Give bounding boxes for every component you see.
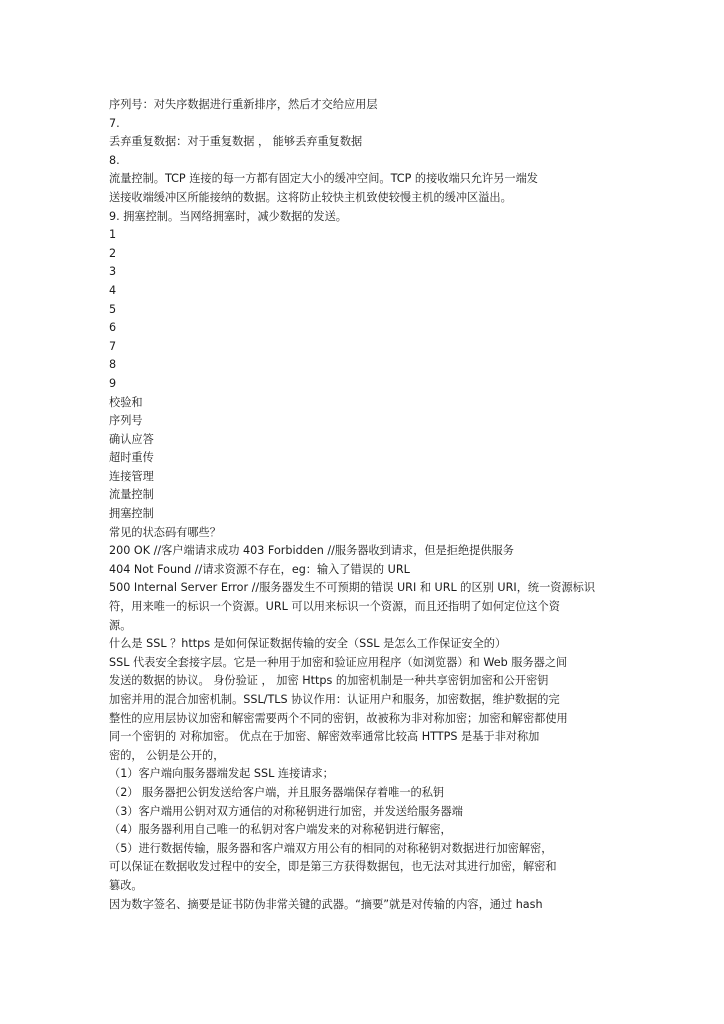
text-line: 篡改。 bbox=[109, 878, 143, 892]
text-line: 发送的数据的协议。 身份验证 ， 加密 Https 的加密机制是一种共享密钥加密和公开密钥 bbox=[109, 674, 549, 688]
text-line: （4）服务器利用自己唯一的私钥对客户端发来的对称秘钥进行解密， bbox=[109, 823, 452, 837]
text-line: 送接收端缓冲区所能接纳的数据。这将防止较快主机致使较慢主机的缓冲区溢出。 bbox=[109, 190, 512, 204]
text-line: （2） 服务器把公钥发送给客户端，并且服务器端保存着唯一的私钥 bbox=[109, 785, 445, 799]
document-body bbox=[109, 96, 614, 914]
text-line: 序列号 bbox=[109, 414, 143, 428]
text-line: 连接管理 bbox=[109, 469, 154, 483]
text-line: 2 bbox=[109, 246, 117, 260]
text-line: 9 bbox=[109, 376, 117, 390]
text-line: （5）进行数据传输，服务器和客户端双方用公有的相同的对称秘钥对数据进行加密解密， bbox=[109, 841, 553, 855]
text-line: 1 bbox=[109, 228, 117, 242]
text-line: 因为数字签名、摘要是证书防伪非常关键的武器。“摘要”就是对传输的内容，通过 hash bbox=[109, 897, 543, 911]
text-line: 3 bbox=[109, 265, 117, 279]
text-line: SSL 代表安全套接字层。它是一种用于加密和验证应用程序（如浏览器）和 Web 服务器之间 bbox=[109, 655, 568, 669]
text-line: 源。 bbox=[109, 618, 132, 632]
text-line: 200 OK //客户端请求成功 403 Forbidden //服务器收到请求，但是拒绝提供服务 bbox=[109, 544, 514, 558]
text-line: 可以保证在数据收发过程中的安全，即是第三方获得数据包，也无法对其进行加密，解密和 bbox=[109, 860, 557, 874]
text-line: 整性的应用层协议加密和解密需要两个不同的密钥，故被称为非对称加密；加密和解密都使用 bbox=[109, 711, 568, 725]
text-line: 4 bbox=[109, 283, 117, 297]
text-line: 7 bbox=[109, 339, 117, 353]
text-line: 7. bbox=[109, 116, 120, 130]
text-line: 404 Not Found //请求资源不存在，eg：输入了错误的 URL bbox=[109, 562, 410, 576]
text-line: 9. 拥塞控制。当网络拥塞时，减少数据的发送。 bbox=[109, 209, 347, 223]
text-line: 密的， 公钥是公开的， bbox=[109, 748, 225, 762]
text-line: 流量控制。TCP 连接的每一方都有固定大小的缓冲空间。TCP 的接收端只允许另一端发 bbox=[109, 172, 538, 186]
text-line: （1）客户端向服务器端发起 SSL 连接请求； bbox=[109, 767, 334, 781]
text-line: 同一个密钥的 对称加密。 优点在于加密、解密效率通常比较高 HTTPS 是基于非对称加 bbox=[109, 730, 540, 744]
text-line: 8. bbox=[109, 153, 120, 167]
text-line: 流量控制 bbox=[109, 488, 154, 502]
text-line: 加密并用的混合加密机制。SSL/TLS 协议作用：认证用户和服务，加密数据，维护数据的完 bbox=[109, 693, 560, 706]
text-line: 符，用来唯一的标识一个资源。URL 可以用来标识一个资源，而且还指明了如何定位这个资 bbox=[109, 600, 560, 614]
text-line: 什么是 SSL ？https 是如何保证数据传输的安全（SSL 是怎么工作保证安全的） bbox=[109, 637, 507, 651]
text-line: 500 Internal Server Error //服务器发生不可预期的错误 URI 和 URL 的区别 URI，统一资源标识 bbox=[109, 581, 596, 595]
text-line: 校验和 bbox=[109, 395, 143, 409]
text-line: 超时重传 bbox=[109, 451, 154, 465]
text-line: 丢弃重复数据：对于重复数据 ， 能够丢弃重复数据 bbox=[109, 135, 363, 149]
text-line: 确认应答 bbox=[109, 432, 154, 446]
text-line: 5 bbox=[109, 302, 117, 316]
text-line: 拥塞控制 bbox=[109, 507, 154, 521]
text-line: （3）客户端用公钥对双方通信的对称秘钥进行加密，并发送给服务器端 bbox=[109, 804, 463, 818]
text-line: 8 bbox=[109, 358, 117, 372]
text-line: 常见的状态码有哪些？ bbox=[109, 525, 221, 539]
text-line: 序列号：对失序数据进行重新排序，然后才交给应用层 bbox=[109, 98, 378, 111]
text-line: 6 bbox=[109, 321, 117, 335]
